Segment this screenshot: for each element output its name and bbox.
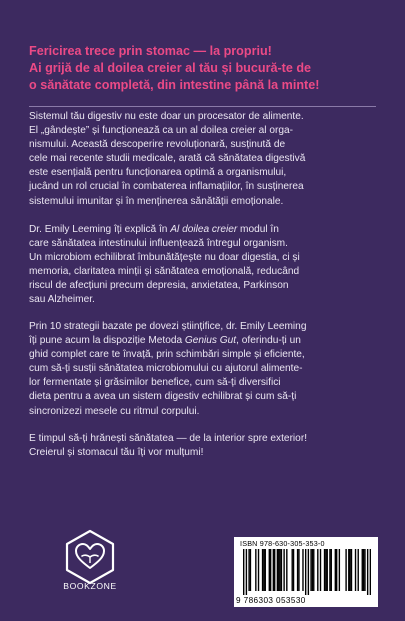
- barcode-bar: [283, 549, 284, 591]
- text-line: El „gândește” și funcționează ca un al doilea creier al orga-: [29, 125, 293, 137]
- barcode-bar: [324, 549, 325, 591]
- text-segment: Dr. Emily Leeming îți explică în: [29, 224, 171, 235]
- barcode-bar: [355, 549, 356, 591]
- barcode-bar: [345, 549, 346, 591]
- barcode-bar: [336, 549, 337, 591]
- barcode-bar: [329, 549, 330, 591]
- barcode-icon: [243, 549, 371, 595]
- barcode-bar: [358, 549, 359, 591]
- barcode-digits: 9 786303 053530: [236, 596, 306, 605]
- text-line: ghid complet care te învață, prin schimbări simple și eficiente,: [29, 349, 305, 361]
- barcode-bar: [255, 549, 256, 591]
- text-line: Un microbiom echilibrat îmbunătățește nu doar digestia, ci și: [29, 252, 300, 264]
- barcode-bar: [297, 549, 298, 591]
- text-line: memoria, claritatea minții și sănătatea emoțională, reducând: [29, 266, 300, 278]
- method-name-italic: Genius Gut: [184, 335, 237, 347]
- barcode-bar: [243, 549, 244, 595]
- text-line: [29, 334, 379, 348]
- barcode-bar: [293, 549, 294, 591]
- text-segment: modul în: [237, 224, 279, 235]
- barcode-bar: [348, 549, 349, 591]
- barcode-bar: [317, 549, 318, 591]
- text-line: sau Alzheimer.: [29, 294, 95, 306]
- barcode-bar: [278, 549, 279, 591]
- headline-line: o sănătate completă, din intestine până la minte!: [29, 78, 320, 92]
- text-line: nismului. Această descoperire revoluționară, susținută de: [29, 139, 286, 151]
- barcode-bar: [279, 549, 280, 591]
- book-title-italic: Al doilea creier: [170, 224, 238, 235]
- barcode-bar: [325, 549, 326, 591]
- text-line: cele mai recente studii medicale, arată că sănătatea digestivă: [29, 153, 306, 165]
- barcode-bar: [367, 549, 368, 595]
- barcode-bar: [370, 549, 371, 595]
- barcode-bar: [246, 549, 247, 595]
- barcode-bar: [327, 549, 328, 591]
- text-line: este esențială pentru funcționarea optimă a organismului,: [29, 167, 287, 179]
- barcode-bar: [349, 549, 350, 591]
- barcode-bar: [263, 549, 264, 591]
- text-segment: îți pune acum la dispoziție Metoda: [29, 335, 185, 347]
- text-segment: , oferindu-ți un: [236, 335, 301, 347]
- barcode-bar: [270, 549, 271, 591]
- divider: [29, 106, 376, 107]
- text-line: cum să-ți susții sănătatea microbiomului cu ajutorul alimente-: [29, 363, 303, 375]
- text-line: sincronizezi mesele cu ritmul corpului.: [29, 405, 200, 417]
- text-line: [29, 223, 379, 237]
- text-line: E timpul să-ți hrănești sănătatea — de la interior spre exterior!: [29, 433, 308, 444]
- text-line: sistemului imunitar și în menținerea sănătății emoționale.: [29, 195, 284, 207]
- headline-line: Fericirea trece prin stomac — la propriu!: [29, 44, 272, 58]
- barcode-bar: [312, 549, 313, 591]
- barcode-bar: [313, 549, 314, 591]
- paragraph-intro: [29, 110, 379, 209]
- barcode-bar: [286, 549, 287, 591]
- barcode-bar: [351, 549, 352, 591]
- isbn-label: ISBN 978-630-305-353-0: [240, 539, 325, 548]
- headline-line: Ai grijă de al doilea creier al tău și bucură-te de: [29, 61, 312, 75]
- barcode-bar: [331, 549, 332, 591]
- barcode-bar: [269, 549, 270, 591]
- barcode-bar: [292, 549, 293, 591]
- barcode-bar: [277, 549, 278, 591]
- barcode-bar: [262, 549, 263, 591]
- barcode-bar: [250, 549, 251, 591]
- barcode-bar: [320, 549, 321, 591]
- text-line: care sănătatea intestinului influențează întregul organism.: [29, 238, 288, 250]
- text-line: riscul de afecțiuni precum depresia, anxietatea, Parkinson: [29, 280, 289, 292]
- publisher-name: BOOKZONE: [63, 581, 117, 591]
- barcode-bar: [248, 549, 249, 591]
- barcode-bar: [339, 549, 340, 591]
- text-line: Creierul și stomacul tău îți vor mulțumi!: [29, 447, 204, 459]
- barcode-bar: [302, 549, 303, 591]
- barcode-bar: [274, 549, 275, 591]
- text-line: Prin 10 strategii bazate pe dovezi științifice, dr. Emily Leeming: [29, 321, 307, 332]
- barcode-bar: [265, 549, 266, 591]
- barcode-bar: [298, 549, 299, 591]
- barcode-bar: [273, 549, 274, 591]
- headline: [29, 43, 389, 94]
- barcode-bar: [281, 549, 282, 591]
- barcode-bar: [364, 549, 365, 591]
- barcode-bar: [335, 549, 336, 591]
- text-line: jucând un rol crucial în combaterea inflamațiilor, în susținerea: [29, 181, 304, 193]
- barcode-bar: [308, 549, 309, 595]
- text-line: dieta pentru a avea un sistem digestiv echilibrat și cum să-ți: [29, 391, 297, 403]
- text-line: lor fermentate și grăsimilor benefice, cum să-ți diversifici: [29, 377, 281, 389]
- barcode-bar: [362, 549, 363, 591]
- barcode-bar: [305, 549, 306, 595]
- paragraph-closing: [29, 432, 379, 460]
- barcode-bar: [258, 549, 259, 591]
- paragraph-method: [29, 320, 379, 419]
- barcode-bar: [363, 549, 364, 591]
- paragraph-author: [29, 223, 379, 308]
- barcode-bar: [310, 549, 311, 591]
- text-line: Sistemul tău digestiv nu este doar un procesator de alimente.: [29, 111, 304, 122]
